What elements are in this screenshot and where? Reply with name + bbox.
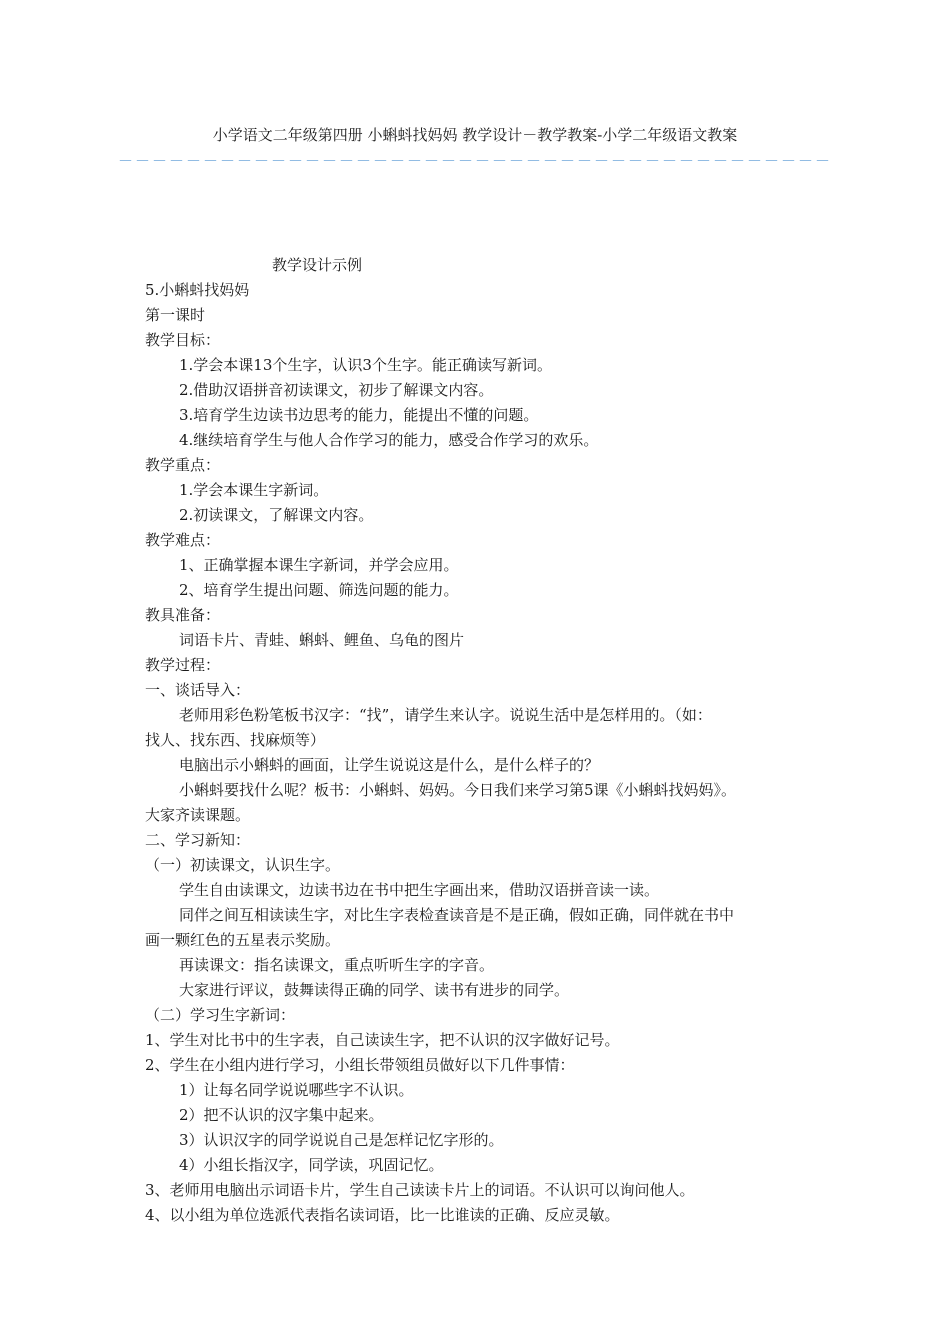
materials-text: 词语卡片、青蛙、蝌蚪、鲤鱼、乌龟的图片 xyxy=(179,631,465,649)
list-item: 4、以小组为单位选派代表指名读词语，比一比谁读的正确、反应灵敏。 xyxy=(145,1206,620,1224)
heading-objectives: 教学目标： xyxy=(145,331,221,349)
step-heading: 一、谈话导入： xyxy=(145,681,251,699)
paragraph-line: 画一颗红色的五星表示奖励。 xyxy=(145,931,341,949)
paragraph-line: 再读课文：指名读课文，重点听听生字的字音。 xyxy=(179,956,495,974)
paragraph-line: 同伴之间互相读读生字，对比生字表检查读音是不是正确，假如正确，同伴就在书中 xyxy=(179,906,735,924)
sub-list-item: 1）让每名同学说说哪些字不认识。 xyxy=(179,1081,414,1099)
heading-process: 教学过程： xyxy=(145,656,221,674)
heading-difficulties: 教学难点： xyxy=(145,531,221,549)
sub-step-heading: （一）初读课文，认识生字。 xyxy=(145,856,341,874)
list-item: 3、老师用电脑出示词语卡片，学生自己读读卡片上的词语。不认识可以询问他人。 xyxy=(145,1181,695,1199)
step-heading: 二、学习新知： xyxy=(145,831,251,849)
paragraph-line: 大家进行评议，鼓舞读得正确的同学、读书有进步的同学。 xyxy=(179,981,570,999)
list-item: 2、学生在小组内进行学习，小组长带领组员做好以下几件事情： xyxy=(145,1056,575,1074)
key-point-item: 2.初读课文，了解课文内容。 xyxy=(179,506,374,524)
objective-item: 1.学会本课13个生字，认识3个生字。能正确读写新词。 xyxy=(179,356,552,374)
objective-item: 4.继续培育学生与他人合作学习的能力，感受合作学习的欢乐。 xyxy=(179,431,599,449)
sub-list-item: 4）小组长指汉字，同学读，巩固记忆。 xyxy=(179,1156,444,1174)
paragraph-line: 老师用彩色粉笔板书汉字：“找”，请学生来认字。说说生活中是怎样用的。（如： xyxy=(179,706,712,724)
objective-item: 2.借助汉语拼音初读课文，初步了解课文内容。 xyxy=(179,381,494,399)
heading-key-points: 教学重点： xyxy=(145,456,221,474)
document-title: 小学语文二年级第四册 小蝌蚪找妈妈 教学设计－教学教案-小学二年级语文教案 xyxy=(212,126,738,144)
paragraph-line: 大家齐读课题。 xyxy=(145,806,251,824)
objective-item: 3.培育学生边读书边思考的能力，能提出不懂的问题。 xyxy=(179,406,539,424)
document-body xyxy=(145,278,825,1228)
sub-list-item: 2）把不认识的汉字集中起来。 xyxy=(179,1106,384,1124)
sub-step-heading: （二）学习生字新词： xyxy=(145,1006,296,1024)
list-item: 1、学生对比书中的生字表，自己读读生字，把不认识的汉字做好记号。 xyxy=(145,1031,620,1049)
sub-list-item: 3）认识汉字的同学说说自己是怎样记忆字形的。 xyxy=(179,1131,504,1149)
heading-materials: 教具准备： xyxy=(145,606,221,624)
paragraph-line: 找人、找东西、找麻烦等） xyxy=(145,731,326,749)
title-divider: －－－－－－－－－－－－－－－－－－－－－－－－－－－－－－－－－－－－－－－－－－ xyxy=(117,152,832,170)
key-point-item: 1.学会本课生字新词。 xyxy=(179,481,329,499)
paragraph-line: 学生自由读课文，边读书边在书中把生字画出来，借助汉语拼音读一读。 xyxy=(179,881,660,899)
paragraph-line: 电脑出示小蝌蚪的画面，让学生说说这是什么，是什么样子的？ xyxy=(179,756,600,774)
difficulty-item: 2、培育学生提出问题、筛选问题的能力。 xyxy=(179,581,459,599)
paragraph-line: 小蝌蚪要找什么呢？板书：小蝌蚪、妈妈。今日我们来学习第5课《小蝌蚪找妈妈》。 xyxy=(179,781,737,799)
difficulty-item: 1、正确掌握本课生字新词，并学会应用。 xyxy=(179,556,459,574)
section-heading: 教学设计示例 xyxy=(272,256,363,274)
lesson-title: 5.小蝌蚪找妈妈 xyxy=(145,281,250,299)
lesson-period: 第一课时 xyxy=(145,306,206,324)
